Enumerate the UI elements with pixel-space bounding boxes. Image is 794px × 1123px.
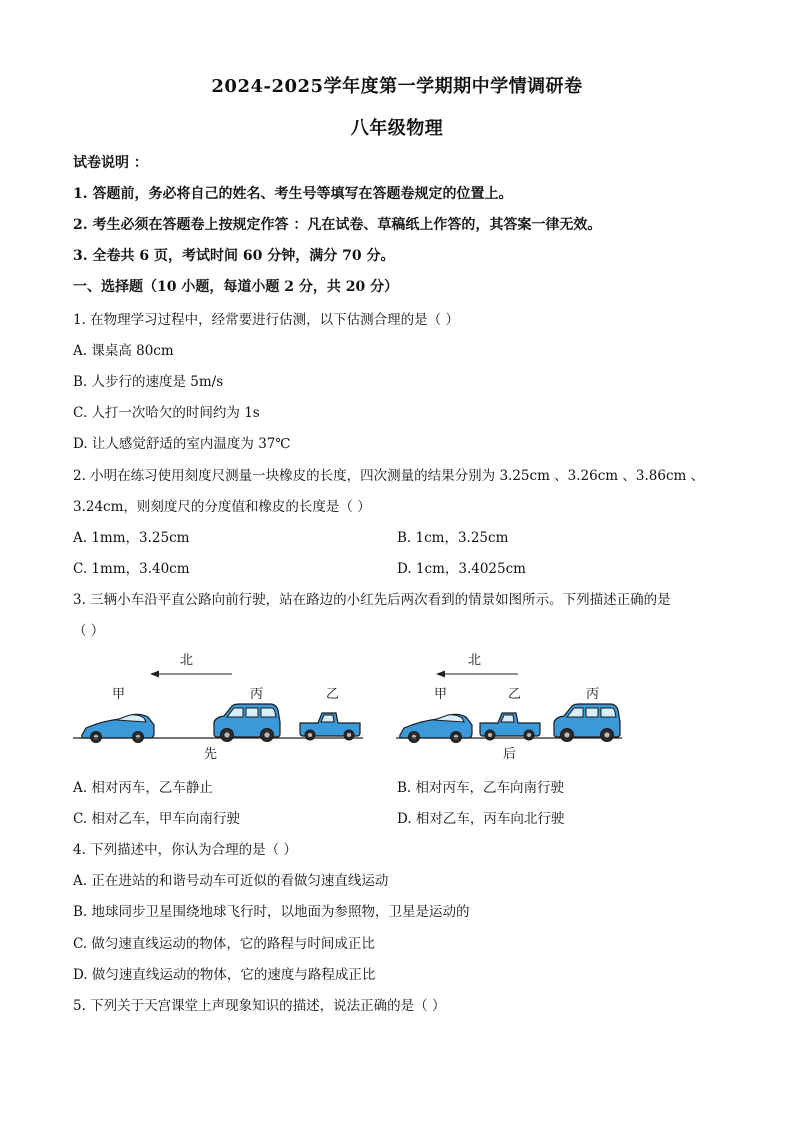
question-1-option-d: D. 让人感觉舒适的室内温度为 37℃ (73, 436, 291, 452)
suv-car-bing-before (214, 704, 280, 742)
instruction-3: 3. 全卷共 6 页，考试时间 60 分钟，满分 70 分。 (73, 248, 395, 264)
exam-title: 2024-2025学年度第一学期期中学情调研卷 (211, 76, 583, 97)
instructions-heading: 试卷说明 ： (73, 155, 148, 171)
suv-car-bing-after (554, 704, 620, 742)
car-bing-label-after: 丙 (586, 687, 600, 702)
question-2-option-d: D. 1cm，3.4025cm (397, 561, 526, 577)
question-4-option-c: C. 做匀速直线运动的物体，它的路程与时间成正比 (73, 936, 375, 952)
car-jia-label-after: 甲 (434, 687, 448, 702)
label-after: 后 (503, 747, 517, 762)
north-label-left: 北 (180, 653, 194, 668)
car-bing-label-before: 丙 (250, 687, 264, 702)
car-jia-label-before: 甲 (112, 687, 126, 702)
exam-subtitle: 八年级物理 (350, 118, 444, 139)
instruction-1: 1. 答题前，务必将自己的姓名、考生号等填写在答题卷规定的位置上。 (73, 186, 513, 202)
scene-after (396, 653, 622, 762)
car-yi-label-after: 乙 (508, 687, 522, 702)
question-2-stem: 2. 小明在练习使用刻度尺测量一块橡皮的长度，四次测量的结果分别为 3.25cm 、3.26cm 、3.86cm 、 (73, 468, 705, 484)
section-heading: 一、选择题（10 小题，每道小题 2 分，共 20 分） (73, 279, 399, 295)
question-4-option-d: D. 做匀速直线运动的物体，它的速度与路程成正比 (73, 967, 376, 983)
question-1-option-b: B. 人步行的速度是 5m/s (73, 374, 224, 390)
question-3-stem: 3. 三辆小车沿平直公路向前行驶，站在路边的小红先后两次看到的情景如图所示。下列描述正确的是 (73, 592, 671, 608)
car-yi-label-before: 乙 (326, 687, 340, 702)
question-3-option-c: C. 相对乙车，甲车向南行驶 (73, 811, 240, 827)
question-2-stem-cont: 3.24cm，则刻度尺的分度值和橡皮的长度是（ ） (73, 499, 371, 515)
question-2-option-b: B. 1cm，3.25cm (397, 530, 509, 546)
question-3-option-d: D. 相对乙车，丙车向北行驶 (397, 811, 565, 827)
arrowhead-icon (150, 671, 159, 678)
question-3-option-b: B. 相对丙车，乙车向南行驶 (397, 780, 565, 796)
question-1-option-a: A. 课桌高 80cm (73, 343, 174, 359)
question-4-option-a: A. 正在进站的和谐号动车可近似的看做匀速直线运动 (73, 873, 389, 889)
question-3-stem-cont: （ ） (73, 623, 105, 639)
question-2-option-a: A. 1mm，3.25cm (73, 530, 190, 546)
arrowhead-icon (436, 671, 445, 678)
car-scene-figure (0, 640, 794, 775)
question-4-stem: 4. 下列描述中，你认为合理的是（ ） (73, 842, 297, 858)
question-3-option-a: A. 相对丙车，乙车静止 (73, 780, 213, 796)
question-2-option-c: C. 1mm，3.40cm (73, 561, 190, 577)
label-before: 先 (204, 747, 218, 762)
question-1-option-c: C. 人打一次哈欠的时间约为 1s (73, 405, 260, 421)
question-4-option-b: B. 地球同步卫星围绕地球飞行时，以地面为参照物，卫星是运动的 (73, 904, 470, 920)
instruction-2: 2. 考生必须在答题卷上按规定作答 ：凡在试卷、草稿纸上作答的，其答案一律无效。 (73, 217, 602, 233)
scene-before (73, 653, 363, 762)
pickup-truck-yi-after (480, 713, 540, 740)
question-5-stem: 5. 下列关于天宫课堂上声现象知识的描述，说法正确的是（ ） (73, 998, 446, 1014)
north-label-right: 北 (468, 653, 482, 668)
pickup-truck-yi-before (300, 713, 360, 740)
question-1-stem: 1. 在物理学习过程中，经常要进行估测，以下估测合理的是（ ） (73, 312, 459, 328)
